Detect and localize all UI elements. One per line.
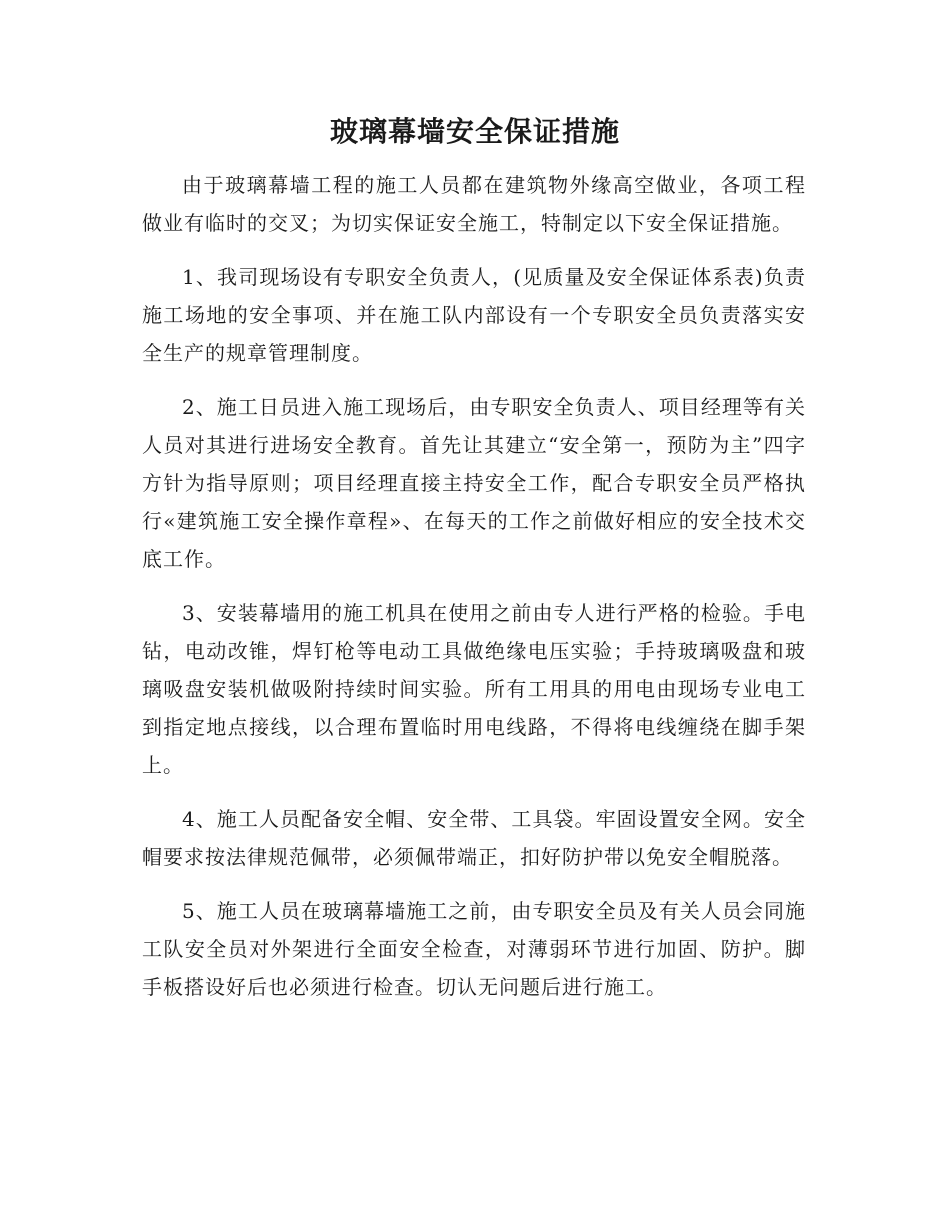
paragraph-2: 2、施工日员进入施工现场后，由专职安全负责人、项目经理等有关人员对其进行进场安全教育。首先让其建立“安全第一，预防为主”四字方针为指导原则；项目经理直接主持安全工作，配合专职安全员严格执行«建筑施工安全操作章程»、在每天的工作之前做好相应的安全技术交底工作。 [142, 395, 806, 571]
paragraph-3: 3、安装幕墙用的施工机具在使用之前由专人进行严格的检验。手电钻，电动改锥，焊钉枪等电动工具做绝缘电压实验；手持玻璃吸盘和玻璃吸盘安装机做吸附持续时间实验。所有工用具的用电由现场专业电工到指定地点接线，以合理布置临时用电线路，不得将电线缠绕在脚手架上。 [142, 601, 806, 777]
document-title: 玻璃幕墙安全保证措施 [329, 115, 620, 148]
document-body [142, 166, 806, 1022]
paragraph-4: 4、施工人员配备安全帽、安全带、工具袋。牢固设置安全网。安全帽要求按法律规范佩带，必须佩带端正，扣好防护带以免安全帽脱落。 [142, 807, 806, 869]
paragraph-5: 5、施工人员在玻璃幕墙施工之前，由专职安全员及有关人员会同施工队安全员对外架进行全面安全检查，对薄弱环节进行加固、防护。脚手板搭设好后也必须进行检查。切认无问题后进行施工。 [142, 899, 806, 999]
intro-paragraph: 由于玻璃幕墙工程的施工人员都在建筑物外缘高空做业，各项工程做业有临时的交叉；为切实保证安全施工，特制定以下安全保证措施。 [142, 173, 806, 235]
paragraph-1: 1、我司现场设有专职安全负责人，(见质量及安全保证体系表)负责施工场地的安全事项、并在施工队内部设有一个专职安全员负责落实安全生产的规章管理制度。 [142, 265, 806, 365]
